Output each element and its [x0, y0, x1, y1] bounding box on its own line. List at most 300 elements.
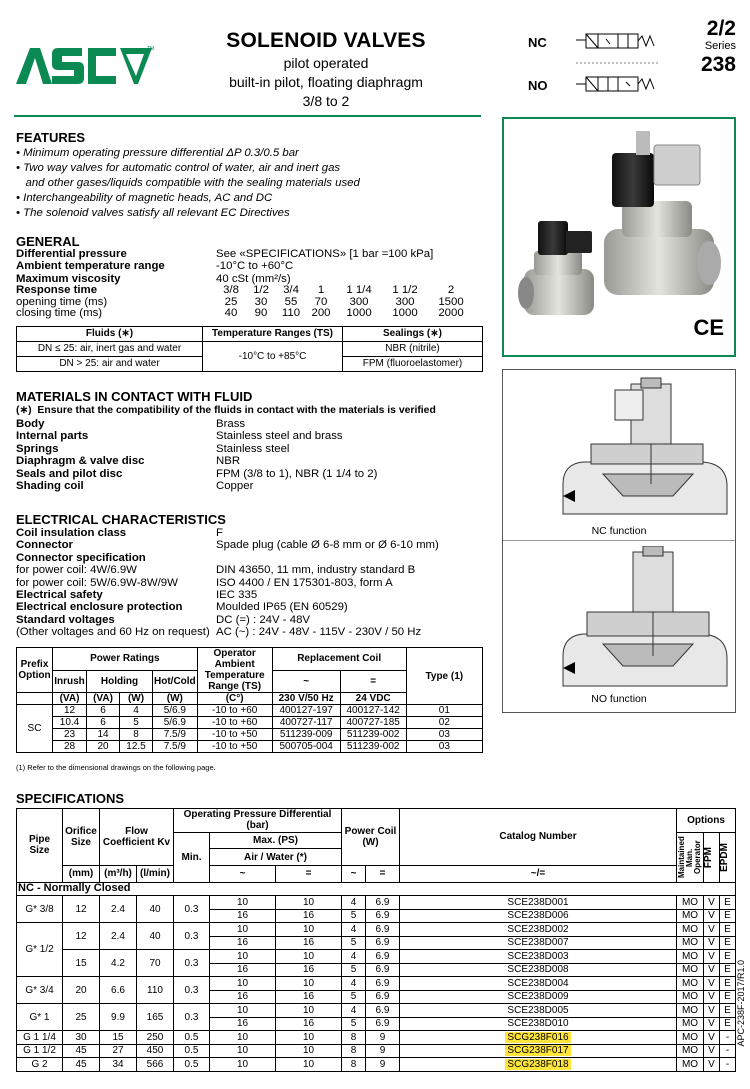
power-dc: 6.9 — [366, 950, 400, 964]
sealing-nbr: NBR (nitrile) — [343, 342, 483, 357]
response-value: 90 — [254, 307, 268, 320]
electrical-row — [16, 527, 439, 539]
power-dc: 6.9 — [366, 896, 400, 910]
option-mo: MO — [677, 936, 704, 950]
option-mo: MO — [677, 909, 704, 923]
response-value: 110 — [281, 307, 301, 320]
table-cell: 511239-002 — [340, 729, 406, 741]
option-mo: MO — [677, 977, 704, 991]
table-row — [17, 717, 483, 729]
kv-lmin: 40 — [137, 923, 174, 950]
table-cell: 400727-185 — [340, 717, 406, 729]
electrical-row — [16, 589, 439, 601]
power-dc: 6.9 — [366, 1004, 400, 1018]
kv-lmin: 566 — [137, 1058, 174, 1072]
feature-item: • The solenoid valves satisfy all relevant EC Directives — [16, 207, 290, 219]
max-ac: 16 — [210, 963, 276, 977]
table-cell: 03 — [406, 729, 482, 741]
power-ac: 4 — [342, 1004, 366, 1018]
option-mo: MO — [677, 923, 704, 937]
specifications-heading: SPECIFICATIONS — [16, 791, 125, 806]
power-dc: 6.9 — [366, 963, 400, 977]
material-row — [16, 468, 377, 480]
electrical-row — [16, 626, 439, 638]
option-epdm: E — [720, 909, 736, 923]
page-title: SOLENOID VALVES — [226, 29, 426, 52]
table-cell: 5/6.9 — [153, 717, 198, 729]
table-cell: 20 — [87, 741, 120, 753]
flow-header: Flow Coefficient Kv — [100, 809, 174, 866]
inrush-header: Inrush — [53, 670, 87, 693]
option-epdm: - — [720, 1044, 736, 1058]
group-nc: NC - Normally Closed — [17, 882, 736, 896]
response-value: 30 — [254, 295, 268, 308]
orifice-size: 45 — [63, 1044, 100, 1058]
kv-lmin: 40 — [137, 896, 174, 923]
fluid-dn25: DN ≤ 25: air, inert gas and water — [17, 342, 203, 357]
max-ac: 10 — [210, 923, 276, 937]
valve-type: 2/2 — [706, 17, 736, 40]
response-value: 300 — [395, 295, 415, 308]
option-epdm: E — [720, 1004, 736, 1018]
table-cell: 4 — [120, 705, 153, 717]
no-label: NO — [528, 78, 548, 93]
option-epdm: - — [720, 1058, 736, 1072]
table-cell: -10 to +50 — [197, 729, 272, 741]
catalog-number: SCE238D005 — [400, 1004, 677, 1018]
electrical-row — [16, 552, 439, 564]
table-cell: 6 — [87, 717, 120, 729]
pipe-size: G 1 1/2 — [17, 1044, 63, 1058]
option-epdm: E — [720, 896, 736, 910]
option-epdm: E — [720, 990, 736, 1004]
min-pressure: 0.3 — [174, 977, 210, 1004]
response-label: opening time (ms) — [16, 295, 108, 308]
power-ac: 5 — [342, 1017, 366, 1031]
kv-lmin: 250 — [137, 1031, 174, 1045]
max-dc: 10 — [276, 950, 342, 964]
table-row — [17, 896, 736, 910]
material-value: Brass — [216, 418, 246, 430]
table-cell: 7.5/9 — [153, 729, 198, 741]
power-dc: 9 — [366, 1058, 400, 1072]
pipe-size-header: Pipe Size — [17, 809, 63, 883]
material-name: Springs — [16, 442, 59, 455]
pressure-header: Operating Pressure Differential (bar) — [174, 809, 342, 833]
max-header: Max. (PS) — [210, 832, 342, 849]
max-ac: 10 — [210, 1031, 276, 1045]
max-dc: 16 — [276, 909, 342, 923]
prefix-sc: SC — [17, 705, 53, 753]
power-dc: 6.9 — [366, 909, 400, 923]
option-fpm: V — [704, 977, 720, 991]
catalog-number: SCE238D004 — [400, 977, 677, 991]
response-value: 3/4 — [283, 284, 299, 296]
table-row — [17, 705, 483, 717]
table-cell: 12.5 — [120, 741, 153, 753]
nc-caption: NC function — [591, 525, 647, 537]
table-row — [17, 741, 483, 753]
replacement-coil-header: Replacement Coil — [272, 648, 406, 671]
min-pressure: 0.3 — [174, 923, 210, 950]
svg-text:TM: TM — [147, 46, 154, 52]
temp-range-header: Temperature Ranges (TS) — [203, 327, 343, 342]
catalog-number: SCE238D001 — [400, 896, 677, 910]
option-epdm: E — [720, 977, 736, 991]
table-cell: 03 — [406, 741, 482, 753]
electrical-heading: ELECTRICAL CHARACTERISTICS — [16, 512, 226, 527]
temp-range: -10°C to +85°C — [203, 342, 343, 372]
table-cell: 6 — [87, 705, 120, 717]
orifice-size: 12 — [63, 923, 100, 950]
power-ac: 4 — [342, 896, 366, 910]
prefix-header: Prefix Option — [17, 648, 53, 693]
response-time-table — [16, 285, 474, 320]
orifice-size: 12 — [63, 896, 100, 923]
response-value: 70 — [314, 295, 328, 308]
pipe-size: G 2 — [17, 1058, 63, 1072]
max-ac: 16 — [210, 936, 276, 950]
operator-temp-header: Operator Ambient Temperature Range (TS) — [197, 648, 272, 693]
electrical-name: for power coil: 4W/6.9W — [16, 564, 137, 577]
material-row — [16, 430, 377, 442]
option-mo: MO — [677, 1004, 704, 1018]
nc-label: NC — [528, 35, 547, 50]
table-cell: 10.4 — [53, 717, 87, 729]
max-dc: 16 — [276, 1017, 342, 1031]
feature-item: • Interchangeability of magnetic heads, AC and DC — [16, 192, 273, 204]
kv-m3h: 15 — [100, 1031, 137, 1045]
min-pressure: 0.3 — [174, 950, 210, 977]
response-value: 300 — [349, 295, 369, 308]
max-ac: 10 — [210, 950, 276, 964]
max-ac: 10 — [210, 1044, 276, 1058]
option-fpm: V — [704, 950, 720, 964]
table-row — [17, 729, 483, 741]
feature-item: • Two way valves for automatic control of water, air and inert gas — [16, 162, 341, 174]
option-fpm: V — [704, 1031, 720, 1045]
power-dc: 6.9 — [366, 923, 400, 937]
subtitle-diaphragm: built-in pilot, floating diaphragm — [229, 74, 423, 90]
general-specs — [16, 248, 433, 285]
response-label: Response time — [16, 284, 98, 296]
size-range: 3/8 to 2 — [302, 93, 350, 109]
fluids-table — [16, 326, 483, 372]
max-ac: 16 — [210, 990, 276, 1004]
electrical-row — [16, 539, 439, 551]
cutaway-diagrams — [502, 369, 736, 713]
power-dc: 9 — [366, 1044, 400, 1058]
option-fpm: V — [704, 923, 720, 937]
table-cell: 400127-142 — [340, 705, 406, 717]
response-value: 1 1/4 — [346, 284, 372, 296]
materials-note: (∗) Ensure that the compatibility of the fluids in contact with the materials is verified — [16, 405, 436, 416]
electrical-value: DIN 43650, 11 mm, industry standard B — [216, 564, 416, 577]
max-dc: 10 — [276, 923, 342, 937]
response-row — [16, 308, 474, 320]
electrical-name: Electrical enclosure protection — [16, 601, 183, 614]
kv-lmin: 165 — [137, 1004, 174, 1031]
response-value: 1000 — [346, 307, 372, 320]
feature-item: • Minimum operating pressure differential ΔP 0.3/0.5 bar — [16, 147, 299, 159]
specifications-table: Pipe Size Orifice Size Flow Coefficient Kv Operating Pressure Differential (bar) Power Coil (W) Catalog Number Options Min. Max. (PS) Maintained Man. Operator FPM EPDM Air / Water (*) (mm) (m³/h) (l/min) ~ = ~ = ~/= NC - Normally Closed G* 3/8 12 2.4 40 0.3 10 10 4 6.9 SCE238D001 MO V E 16 16 5 6.9 SCE238D006 MO V E G* 1/2 12 2.4 40 0.3 10 10 4 6.9 SCE238D002 MO V E 16 16 5 6.9 SCE238D007 MO V E 15 4.2 70 0.3 10 10 4 6.9 SCE238D003 MO V E 16 16 5 6.9 SCE238D008 MO V E G* 3/4 20 6.6 110 0.3 10 10 4 6.9 SCE238D004 MO V E 16 16 5 6.9 SCE238D009 MO V E G* 1 25 9.9 165 0.3 10 10 4 6.9 SCE238D005 MO V E 16 16 5 6.9 SCE238D010 MO V E G 1 1/4 30 15 250 0.5 10 10 8 9 SCG238F016 MO V - G 1 1/2 45 27 450 0.5 10 10 8 9 SCG238F017 MO V - G 2 45 34 566 0.5 10 10 8 9 SCG238F018 MO V - — [16, 808, 736, 1072]
power-ac: 8 — [342, 1058, 366, 1072]
option-fpm: V — [704, 963, 720, 977]
kv-m3h: 9.9 — [100, 1004, 137, 1031]
hotcold-header: Hot/Cold — [153, 670, 198, 693]
max-dc: 10 — [276, 1058, 342, 1072]
option-epdm: E — [720, 950, 736, 964]
features-heading: FEATURES — [16, 130, 86, 145]
option-mo: MO — [677, 1031, 704, 1045]
material-row — [16, 455, 377, 467]
table-cell: -10 to +60 — [197, 705, 272, 717]
response-row — [16, 285, 474, 297]
power-ratings-table: Prefix Option Power Ratings Operator Ambient Temperature Range (TS) Replacement Coil Type (1) Inrush Holding Hot/Cold ~ = (VA) (VA) (W) (W) (C°) 230 V/50 Hz 24 VDC SC 12 6 4 5/6.9 -10 to +60 400127-197 400127-142 01 10.4 6 5 5/6.9 -10 to +60 400727-117 400727-185 02 23 14 8 7.5/9 -10 to +50 511239-009 511239-002 03 28 20 12.5 7.5/9 -10 to +50 500705-004 511239-002 03 — [16, 647, 483, 753]
max-dc: 16 — [276, 990, 342, 1004]
fluids-header: Fluids (∗) — [17, 327, 203, 342]
orifice-size: 15 — [63, 950, 100, 977]
document-code: APC-238F-2017/R1.0 — [736, 960, 746, 1047]
opt-fpm-header: FPM — [703, 846, 714, 868]
response-value: 200 — [311, 307, 331, 320]
table-cell: 400127-197 — [272, 705, 340, 717]
electrical-name: Electrical safety — [16, 589, 103, 602]
table-cell: 5/6.9 — [153, 705, 198, 717]
table-cell: 28 — [53, 741, 87, 753]
power-ac: 4 — [342, 950, 366, 964]
asco-logo — [14, 44, 154, 90]
max-dc: 10 — [276, 977, 342, 991]
electrical-value: DC (=) : 24V - 48V — [216, 613, 311, 626]
power-dc: 6.9 — [366, 936, 400, 950]
option-mo: MO — [677, 1058, 704, 1072]
kv-m3h: 27 — [100, 1044, 137, 1058]
material-value: Stainless steel and brass — [216, 430, 343, 443]
electrical-value: Spade plug (cable Ø 6-8 mm or Ø 6-10 mm) — [216, 539, 439, 552]
power-dc: 6.9 — [366, 1017, 400, 1031]
sealings-header: Sealings (∗) — [343, 327, 483, 342]
catalog-header: Catalog Number — [400, 809, 677, 866]
opt-epdm-header: EPDM — [719, 842, 730, 872]
option-epdm: E — [720, 1017, 736, 1031]
material-name: Shading coil — [16, 480, 84, 493]
min-header: Min. — [174, 832, 210, 882]
option-mo: MO — [677, 990, 704, 1004]
fluid-dn-over-25: DN > 25: air and water — [17, 357, 203, 372]
min-pressure: 0.5 — [174, 1044, 210, 1058]
power-ac: 5 — [342, 936, 366, 950]
table-cell: 8 — [120, 729, 153, 741]
orifice-size: 25 — [63, 1004, 100, 1031]
electrical-row — [16, 614, 439, 626]
holding-header: Holding — [87, 670, 153, 693]
electrical-row — [16, 601, 439, 613]
series-number: 238 — [700, 53, 736, 76]
max-dc: 10 — [276, 896, 342, 910]
general-row: Ambient temperature range -10°C to +60°C — [16, 260, 294, 273]
option-fpm: V — [704, 990, 720, 1004]
option-fpm: V — [704, 1017, 720, 1031]
material-value: FPM (3/8 to 1), NBR (1 1/4 to 2) — [216, 467, 378, 480]
table-cell: -10 to +50 — [197, 741, 272, 753]
power-ac: 8 — [342, 1031, 366, 1045]
pipe-size: G* 1/2 — [17, 923, 63, 977]
response-value: 25 — [224, 295, 238, 308]
series-label: Series — [704, 40, 736, 52]
catalog-number: SCE238D003 — [400, 950, 677, 964]
type-header: Type (1) — [406, 648, 482, 705]
orifice-size: 20 — [63, 977, 100, 1004]
response-value: 1000 — [392, 307, 418, 320]
min-pressure: 0.5 — [174, 1031, 210, 1045]
material-name: Internal parts — [16, 430, 89, 443]
option-mo: MO — [677, 963, 704, 977]
table-cell: 12 — [53, 705, 87, 717]
electrical-name: for power coil: 5W/6.9W-8W/9W — [16, 576, 178, 589]
option-fpm: V — [704, 1058, 720, 1072]
pipe-size: G* 3/8 — [17, 896, 63, 923]
max-dc: 10 — [276, 1004, 342, 1018]
catalog-number: SCG238F016 — [400, 1031, 677, 1045]
catalog-number: SCG238F017 — [400, 1044, 677, 1058]
table-cell: 511239-009 — [272, 729, 340, 741]
electrical-value: F — [216, 527, 223, 539]
power-dc: 6.9 — [366, 977, 400, 991]
kv-m3h: 6.6 — [100, 977, 137, 1004]
electrical-name: Connector — [16, 539, 73, 552]
opt-mo-header: Maintained Man. Operator — [677, 836, 702, 879]
response-value: 1500 — [438, 295, 464, 308]
product-photo — [502, 117, 736, 357]
catalog-number: SCE238D006 — [400, 909, 677, 923]
max-dc: 10 — [276, 1044, 342, 1058]
max-dc: 16 — [276, 963, 342, 977]
electrical-name: (Other voltages and 60 Hz on request) — [16, 626, 210, 639]
material-row — [16, 480, 377, 492]
orifice-size: 45 — [63, 1058, 100, 1072]
min-pressure: 0.5 — [174, 1058, 210, 1072]
table-cell: 500705-004 — [272, 741, 340, 753]
power-ac: 5 — [342, 990, 366, 1004]
sealing-fpm: FPM (fluoroelastomer) — [343, 357, 483, 372]
power-ratings-header: Power Ratings — [53, 648, 198, 671]
general-heading: GENERAL — [16, 234, 80, 249]
nc-cutaway-icon — [503, 374, 735, 524]
table-cell: 7.5/9 — [153, 741, 198, 753]
option-epdm: E — [720, 936, 736, 950]
electrical-value: AC (~) : 24V - 48V - 115V - 230V / 50 Hz — [216, 626, 422, 639]
power-ac: 8 — [342, 1044, 366, 1058]
catalog-number: SCG238F018 — [400, 1058, 677, 1072]
series-block — [680, 18, 736, 78]
materials-heading: MATERIALS IN CONTACT WITH FLUID — [16, 389, 253, 404]
power-ac: 5 — [342, 909, 366, 923]
response-value: 2000 — [438, 307, 464, 320]
max-ac: 10 — [210, 977, 276, 991]
power-dc: 9 — [366, 1031, 400, 1045]
option-fpm: V — [704, 909, 720, 923]
catalog-number: SCE238D007 — [400, 936, 677, 950]
table-cell: 01 — [406, 705, 482, 717]
material-name: Seals and pilot disc — [16, 467, 123, 480]
option-fpm: V — [704, 1044, 720, 1058]
table-row — [17, 1044, 736, 1058]
table-row — [17, 923, 736, 937]
power-dc: 6.9 — [366, 990, 400, 1004]
max-ac: 10 — [210, 1004, 276, 1018]
options-header: Options — [677, 809, 736, 833]
kv-lmin: 450 — [137, 1044, 174, 1058]
table-cell: 02 — [406, 717, 482, 729]
option-epdm: - — [720, 1031, 736, 1045]
general-row: Differential pressure See «SPECIFICATIONS» [1 bar =100 kPa] — [16, 248, 434, 260]
material-value: NBR — [216, 455, 241, 468]
response-value: 1/2 — [253, 284, 269, 296]
materials-list — [16, 418, 377, 492]
response-value: 1 1/2 — [392, 284, 418, 296]
option-fpm: V — [704, 1004, 720, 1018]
electrical-list — [16, 527, 439, 639]
valve-symbol-icon — [576, 30, 660, 100]
max-ac: 16 — [210, 1017, 276, 1031]
option-fpm: V — [704, 936, 720, 950]
response-value: 55 — [284, 295, 298, 308]
kv-m3h: 2.4 — [100, 923, 137, 950]
material-row — [16, 418, 377, 430]
table-cell: 400727-117 — [272, 717, 340, 729]
kv-lmin: 70 — [137, 950, 174, 977]
max-ac: 10 — [210, 1058, 276, 1072]
catalog-number: SCE238D008 — [400, 963, 677, 977]
airwater-header: Air / Water (*) — [210, 849, 342, 866]
material-row — [16, 443, 377, 455]
max-dc: 10 — [276, 1031, 342, 1045]
orifice-size: 30 — [63, 1031, 100, 1045]
subtitle-pilot: pilot operated — [283, 55, 369, 71]
footnote: (1) Refer to the dimensional drawings on the following page. — [16, 763, 216, 772]
electrical-value: ISO 4400 / EN 175301-803, form A — [216, 576, 393, 589]
material-value: Copper — [216, 480, 254, 493]
response-value: 40 — [224, 307, 238, 320]
response-label: closing time (ms) — [16, 307, 103, 320]
table-cell: -10 to +60 — [197, 717, 272, 729]
electrical-value: IEC 335 — [216, 589, 258, 602]
option-epdm: E — [720, 923, 736, 937]
orifice-header: Orifice Size — [63, 809, 100, 866]
min-pressure: 0.3 — [174, 896, 210, 923]
option-fpm: V — [704, 896, 720, 910]
table-row — [17, 1031, 736, 1045]
pipe-size: G* 3/4 — [17, 977, 63, 1004]
table-row — [17, 950, 736, 964]
no-caption: NO function — [591, 693, 647, 705]
kv-m3h: 4.2 — [100, 950, 137, 977]
kv-lmin: 110 — [137, 977, 174, 1004]
option-mo: MO — [677, 1017, 704, 1031]
max-dc: 16 — [276, 936, 342, 950]
electrical-name: Coil insulation class — [16, 527, 127, 539]
table-row — [17, 1004, 736, 1018]
catalog-number: SCE238D009 — [400, 990, 677, 1004]
ce-mark: CE — [693, 315, 724, 340]
min-pressure: 0.3 — [174, 1004, 210, 1031]
response-value: 2 — [447, 284, 455, 296]
electrical-name: Standard voltages — [16, 613, 115, 626]
electrical-row — [16, 577, 439, 589]
material-value: Stainless steel — [216, 442, 290, 455]
table-row — [17, 1058, 736, 1072]
